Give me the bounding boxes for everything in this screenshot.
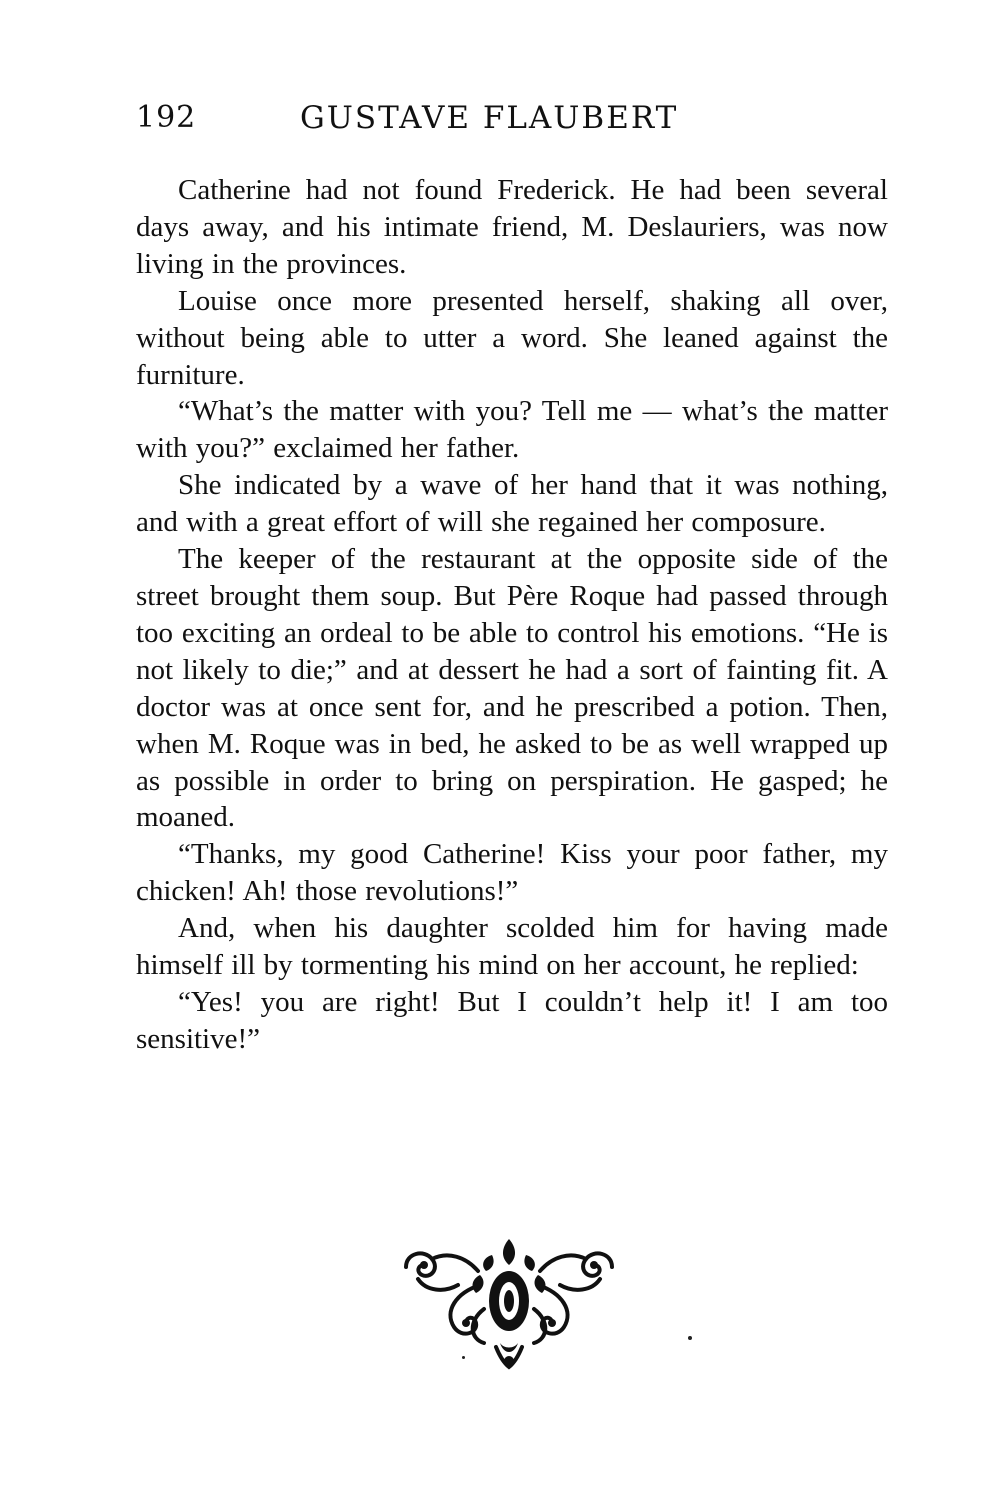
- running-title: GUSTAVE FLAUBERT: [300, 100, 679, 136]
- page-number: 192: [136, 100, 197, 135]
- print-speck: [688, 1336, 692, 1340]
- ornamental-vignette-icon: [396, 1235, 622, 1371]
- paragraph: “What’s the matter with you? Tell me — what’s the matter with you?” exclaimed her father.: [136, 395, 888, 465]
- page-header: [136, 100, 896, 150]
- print-speck: [462, 1356, 465, 1359]
- paragraph: Louise once more presented herself, shaking all over, without being able to utter a word. She leaned against the furniture.: [136, 284, 888, 391]
- paragraph: She indicated by a wave of her hand that it was nothing, and with a great effort of will she regained her composure.: [136, 469, 888, 539]
- paragraph: The keeper of the restaurant at the opposite side of the street brought them soup. But Père Roque had passed through too exciting an ordeal to be able to control his emotions. “He is not likely to die;” and at dessert he had a sort of fainting fit. A doctor was at once sent for, and he prescribed a potion. Then, when M. Roque was in bed, he asked to be as well wrapped up as possible in order to bring on perspiration. He gasped; he moaned.: [136, 543, 888, 834]
- paragraph: Catherine had not found Frederick. He had been several days away, and his intimate friend, M. Deslauriers, was now living in the provinces.: [136, 174, 888, 280]
- paragraph: “Yes! you are right! But I couldn’t help it! I am too sensitive!”: [136, 985, 888, 1055]
- paragraph: And, when his daughter scolded him for having made himself ill by tormenting his mind on her account, he replied:: [136, 912, 888, 982]
- paragraph: “Thanks, my good Catherine! Kiss your poor father, my chicken! Ah! those revolutions!”: [136, 838, 888, 908]
- body-text: [136, 172, 888, 1058]
